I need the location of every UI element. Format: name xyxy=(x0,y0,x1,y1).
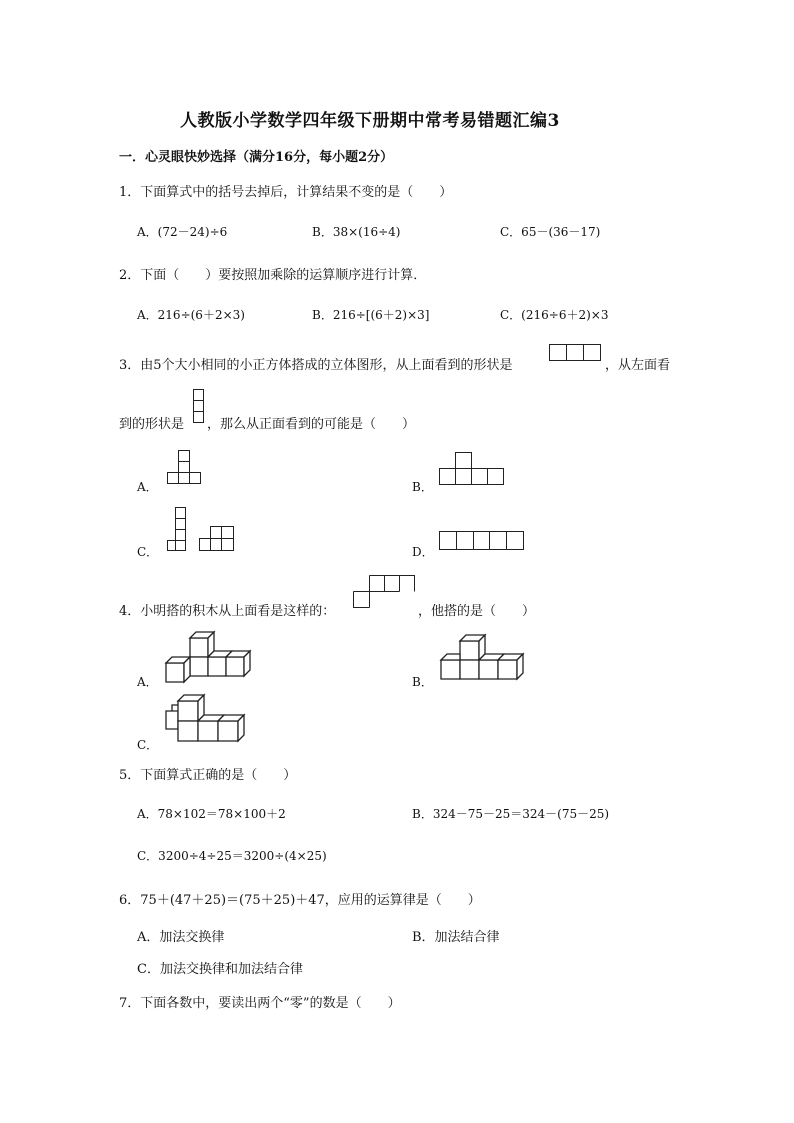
question-3-stem-part4: ，那么从正面看到的可能是（ ） xyxy=(207,417,416,432)
question-7-stem: 7．下面各数中，要读出两个“零”的数是（ ） xyxy=(119,996,401,1011)
option-b-block-figure xyxy=(441,633,529,683)
option-a-front-view-figure xyxy=(167,450,203,486)
option-a-block-figure xyxy=(166,629,256,683)
question-5-option-c: C．3200÷4÷25＝3200÷(4×25) xyxy=(137,849,327,863)
option-c-block-figure xyxy=(166,693,252,745)
page-title: 人教版小学数学四年级下册期中常考易错题汇编3 xyxy=(180,111,560,131)
question-4-stem-part1: 4．小明搭的积木从上面看是这样的： xyxy=(119,604,336,619)
left-view-figure xyxy=(193,389,205,425)
question-3-option-a: A． xyxy=(137,480,158,494)
question-3-option-c: C． xyxy=(137,545,159,559)
option-d-front-view-figure xyxy=(439,531,527,553)
question-2-option-b: B．216÷[(6＋2)×3] xyxy=(312,308,430,322)
question-5-option-a: A．78×102＝78×100＋2 xyxy=(137,807,286,821)
question-2-stem: 2．下面（ ）要按照加乘除的运算顺序进行计算． xyxy=(119,268,427,283)
question-1-option-c: C．65－(36－17) xyxy=(500,225,601,239)
question-3-option-d: D． xyxy=(412,545,434,559)
question-5-stem: 5．下面算式正确的是（ ） xyxy=(119,768,297,783)
section-heading: 一．心灵眼快妙选择（满分16分，每小题2分） xyxy=(119,150,394,165)
question-4-option-b: B． xyxy=(412,675,433,689)
question-3-stem-part3: 到的形状是 xyxy=(119,417,185,432)
question-6-stem: 6．75＋(47＋25)＝(75＋25)＋47，应用的运算律是（ ） xyxy=(119,893,481,908)
question-1-option-b: B．38×(16÷4) xyxy=(312,225,401,239)
question-1-stem: 1．下面算式中的括号去掉后，计算结果不变的是（ ） xyxy=(119,185,453,200)
question-6-option-b: B．加法结合律 xyxy=(412,930,500,945)
question-5-option-b: B．324－75－25＝324－(75－25) xyxy=(412,807,610,821)
question-3-stem-part2: ，从左面看 xyxy=(605,358,671,373)
question-4-stem-part2: ，他搭的是（ ） xyxy=(418,604,536,619)
top-view-figure xyxy=(549,344,601,362)
option-b-front-view-figure xyxy=(439,452,509,488)
question-4-option-c: C． xyxy=(137,738,159,752)
question-3-option-b: B． xyxy=(412,480,433,494)
question-2-option-a: A．216÷(6＋2×3) xyxy=(137,308,245,322)
question-6-option-a: A．加法交换律 xyxy=(137,930,225,945)
option-c-front-view-figure xyxy=(167,507,239,553)
question-3-stem-part1: 3．由5个大小相同的小正方体搭成的立体图形，从上面看到的形状是 xyxy=(119,358,513,373)
question-4-option-a: A． xyxy=(137,675,158,689)
question-2-option-c: C．(216÷6＋2)×3 xyxy=(500,308,609,322)
q4-top-view-figure xyxy=(353,575,417,611)
question-6-option-c: C．加法交换律和加法结合律 xyxy=(137,962,303,977)
question-1-option-a: A．(72－24)÷6 xyxy=(137,225,228,239)
